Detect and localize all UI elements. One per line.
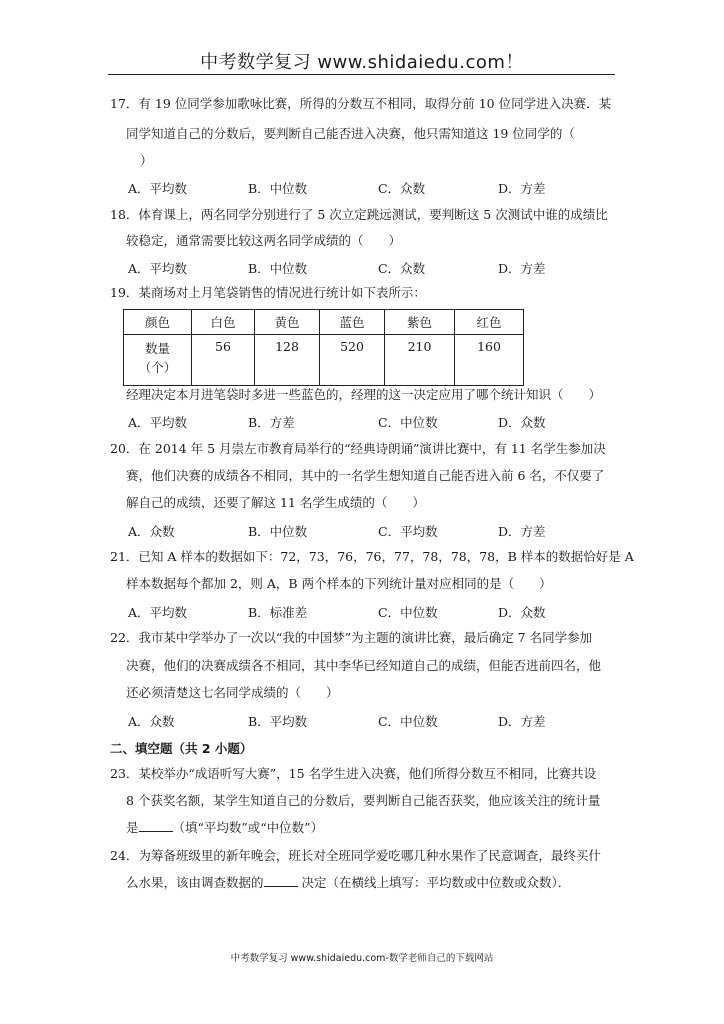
q22-option-b: B．平均数 xyxy=(248,714,308,729)
q22-option-c: C．中位数 xyxy=(378,714,438,729)
table-cell: 160 xyxy=(455,335,524,386)
table-cell: 520 xyxy=(320,335,385,386)
q24-answer-blank[interactable] xyxy=(264,875,298,887)
table-header-cell: 白色 xyxy=(192,310,255,335)
q21-option-d: D．众数 xyxy=(498,605,546,620)
q24-line2 xyxy=(126,875,570,891)
q17-option-b: B．中位数 xyxy=(248,181,308,196)
q18-option-a: A．平均数 xyxy=(128,261,188,276)
q17-option-c: C．众数 xyxy=(378,181,426,196)
q22-option-d: D．方差 xyxy=(498,714,546,729)
header-divider xyxy=(108,74,615,75)
q24-line2-pre: 么水果，该由调查数据的 xyxy=(126,875,264,890)
q22-line3: 还必须清楚这七名同学成绩的（ ） xyxy=(126,685,339,700)
table-header-cell: 颜色 xyxy=(124,310,192,335)
table-row xyxy=(124,310,524,335)
q17-line1: 17．有 19 位同学参加歌咏比赛，所得的分数互不相同，取得分前 10 位同学进入决赛．某 xyxy=(110,96,612,111)
table-row-label xyxy=(124,335,192,386)
q19-line1: 19．某商场对上月笔袋销售的情况进行统计如下表所示： xyxy=(110,285,426,300)
q19-option-b: B．方差 xyxy=(248,415,295,430)
table-cell: 210 xyxy=(385,335,455,386)
table-row xyxy=(124,335,524,386)
q21-option-b: B．标准差 xyxy=(248,605,308,620)
q21-line2: 样本数据每个都加 2，则 A，B 两个样本的下列统计量对应相同的是（ ） xyxy=(126,576,552,591)
q18-line2: 较稳定，通常需要比较这两名同学成绩的（ ） xyxy=(126,233,402,248)
q21-option-c: C．中位数 xyxy=(378,605,438,620)
q22-option-a: A．众数 xyxy=(128,714,175,729)
table-header-cell: 黄色 xyxy=(255,310,320,335)
page-header: 中考数学复习 www.shidaiedu.com！ xyxy=(200,52,524,73)
q20-line3: 解自己的成绩，还要了解这 11 名学生成绩的（ ） xyxy=(126,495,425,510)
q23-line3 xyxy=(126,820,323,836)
table-header-cell: 紫色 xyxy=(385,310,455,335)
q19-option-c: C．中位数 xyxy=(378,415,438,430)
table-header-cell: 红色 xyxy=(455,310,524,335)
sales-table xyxy=(123,309,524,386)
q20-line2: 赛，他们决赛的成绩各不相同，其中的一名学生想知道自己能否进入前 6 名，不仅要了 xyxy=(126,468,605,483)
q17-line3: ） xyxy=(140,153,153,168)
q20-option-c: C．平均数 xyxy=(378,524,438,539)
q24-line1: 24．为筹备班级里的新年晚会，班长对全班同学爱吃哪几种水果作了民意调查，最终买什 xyxy=(110,848,601,863)
q18-option-b: B．中位数 xyxy=(248,261,308,276)
q19-option-d: D．众数 xyxy=(498,415,546,430)
q23-line1: 23．某校举办“成语听写大赛”，15 名学生进入决赛，他们所得分数互不相同，比赛共设 xyxy=(110,766,597,781)
q18-option-c: C．众数 xyxy=(378,261,426,276)
q23-line3-pre: 是 xyxy=(126,820,139,835)
row-label-quantity: 数量 xyxy=(144,341,170,356)
q18-line1: 18．体育课上，两名同学分别进行了 5 次立定跳远测试，要判断这 5 次测试中谁的成绩比 xyxy=(110,207,608,222)
table-cell: 56 xyxy=(192,335,255,386)
q19-option-a: A．平均数 xyxy=(128,415,188,430)
page-footer: 中考数学复习 www.shidaiedu.com-数学老师自己的下载网站 xyxy=(230,953,494,964)
q20-option-b: B．中位数 xyxy=(248,524,308,539)
row-label-unit: （个） xyxy=(138,360,177,375)
q24-line2-post: 决定（在横线上填写：平均数或中位数或众数）． xyxy=(297,875,571,890)
q23-line3-post: （填“平均数”或“中位数”） xyxy=(172,820,324,835)
q22-line1: 22．我市某中学举办了一次以“我的中国梦”为主题的演讲比赛，最后确定 7 名同学参加 xyxy=(110,630,593,645)
table-cell: 128 xyxy=(255,335,320,386)
q22-line2: 决赛，他们的决赛成绩各不相同，其中李华已经知道自己的成绩，但能否进前四名，他 xyxy=(126,658,602,673)
q18-option-d: D．方差 xyxy=(498,261,546,276)
q21-option-a: A．平均数 xyxy=(128,605,188,620)
q17-line2: 同学知道自己的分数后，要判断自己能否进入决赛，他只需知道这 19 位同学的（ xyxy=(126,126,575,141)
q20-line1: 20．在 2014 年 5 月崇左市教育局举行的“经典诗朗诵”演讲比赛中，有 11 名学生参加决 xyxy=(110,441,606,456)
table-header-cell: 蓝色 xyxy=(320,310,385,335)
q19-line2: 经理决定本月进笔袋时多进一些蓝色的，经理的这一决定应用了哪个统计知识（ ） xyxy=(126,387,602,402)
q17-option-a: A．平均数 xyxy=(128,181,188,196)
q21-line1: 21．已知 A 样本的数据如下：72，73，76，76，77，78，78，78，B 样本的数据恰好是 A xyxy=(110,549,634,564)
q17-option-d: D．方差 xyxy=(498,181,546,196)
q23-answer-blank[interactable] xyxy=(139,820,173,832)
q20-option-d: D．方差 xyxy=(498,524,546,539)
section-title-fill-blank: 二、填空题（共 2 小题） xyxy=(110,741,253,756)
q23-line2: 8 个获奖名额，某学生知道自己的分数后，要判断自己能否获奖，他应该关注的统计量 xyxy=(126,793,601,808)
q20-option-a: A．众数 xyxy=(128,524,175,539)
